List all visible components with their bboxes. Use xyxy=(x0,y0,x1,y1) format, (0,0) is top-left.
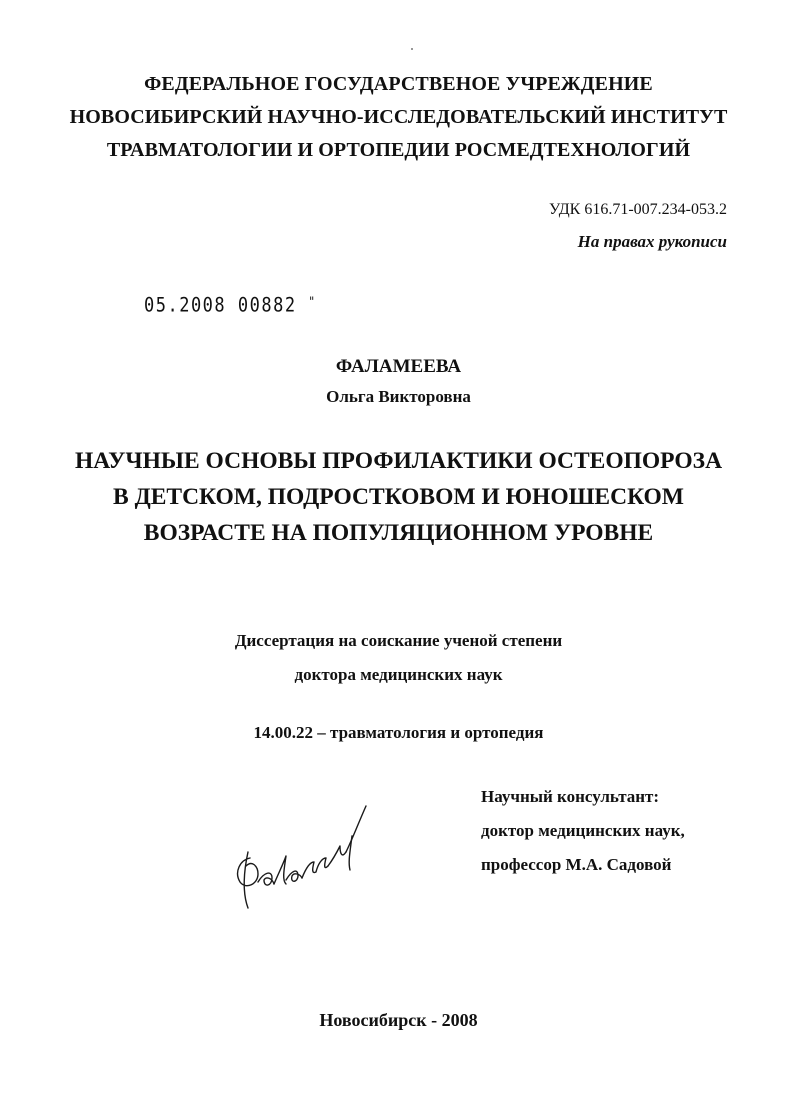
institution-line-3: ТРАВМАТОЛОГИИ И ОРТОПЕДИИ РОСМЕДТЕХНОЛОГИЙ xyxy=(106,139,691,161)
city-year: Новосибирск - 2008 xyxy=(319,1010,478,1030)
author-signature xyxy=(228,800,378,915)
author-given-names: Ольга Викторовна xyxy=(326,387,471,406)
scan-speck xyxy=(411,48,413,50)
institution-line-2: НОВОСИБИРСКИЙ НАУЧНО-ИССЛЕДОВАТЕЛЬСКИЙ ИНСТИТУТ xyxy=(69,106,728,128)
title-line-3: ВОЗРАСТЕ НА ПОПУЛЯЦИОННОМ УРОВНЕ xyxy=(143,520,654,546)
degree-line-2: доктора медицинских наук xyxy=(294,665,503,684)
institution-header xyxy=(0,68,797,167)
author-block xyxy=(0,352,797,412)
degree-line-1: Диссертация на соискание ученой степени xyxy=(234,631,563,650)
stamp-number: 05.2008 00882 xyxy=(144,294,297,317)
dissertation-title xyxy=(0,443,797,551)
specialty-code: 14.00.22 – травматология и ортопедия xyxy=(253,723,544,742)
udc-code: УДК 616.71-007.234-053.2 xyxy=(549,201,727,218)
consultant-name: профессор М.А. Садовой xyxy=(481,855,672,874)
consultant-label: Научный консультант: xyxy=(481,787,660,806)
title-line-2: В ДЕТСКОМ, ПОДРОСТКОВОМ И ЮНОШЕСКОМ xyxy=(113,484,684,510)
rights-note: На правах рукописи xyxy=(577,232,727,251)
consultant-degree: доктор медицинских наук, xyxy=(481,821,685,840)
institution-line-1: ФЕДЕРАЛЬНОЕ ГОСУДАРСТВЕНОЕ УЧРЕЖДЕНИЕ xyxy=(144,73,653,95)
stamp-mark: " xyxy=(308,294,317,309)
consultant-block xyxy=(481,780,685,882)
title-line-1: НАУЧНЫЕ ОСНОВЫ ПРОФИЛАКТИКИ ОСТЕОПОРОЗА xyxy=(74,448,723,474)
author-surname: ФАЛАМЕЕВА xyxy=(335,356,462,377)
degree-statement xyxy=(0,624,797,692)
classification-block xyxy=(549,194,727,258)
registration-stamp xyxy=(144,294,316,317)
